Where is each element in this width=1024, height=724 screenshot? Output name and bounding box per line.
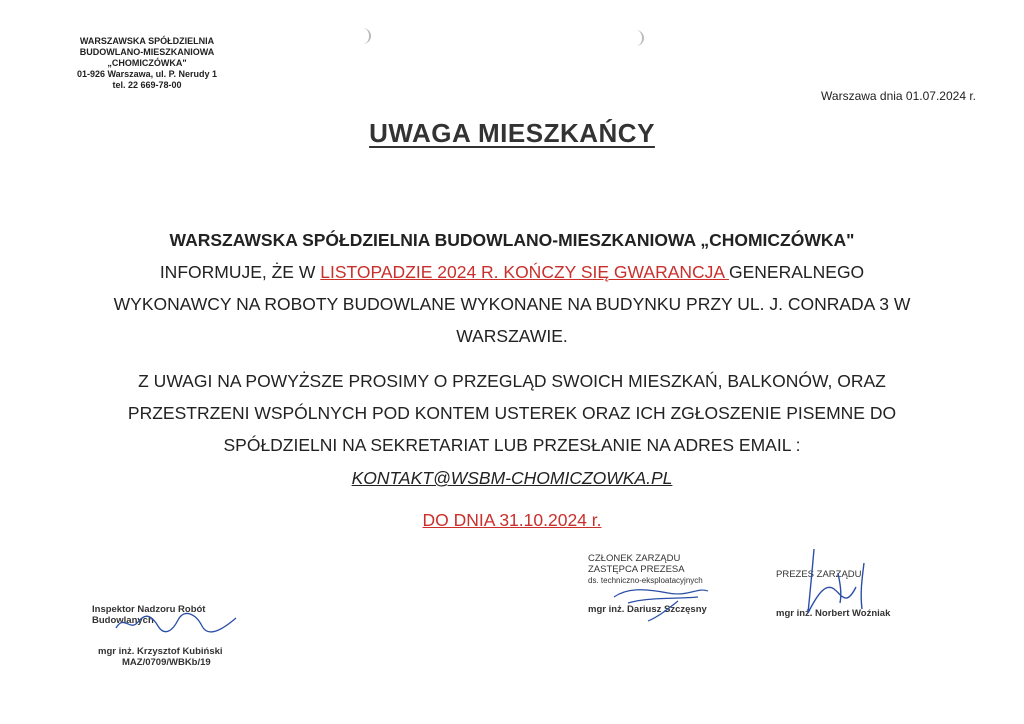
p1-intro: INFORMUJE, ŻE W [159,262,321,282]
stamp-line-5: tel. 22 669-78-00 [112,80,182,90]
document-date: Warszawa dnia 01.07.2024 r. [821,89,976,103]
president-signature-block [776,569,916,619]
president-name: mgr inż. Norbert Woźniak [776,608,891,619]
punch-hole-right [630,30,644,46]
inspector-license: MAZ/0709/WBKb/19 [122,657,211,668]
inspector-signature-block [92,604,262,668]
inspector-role: Inspektor Nadzoru Robót Budowlanych [92,604,206,626]
stamp-line-4: 01-926 Warszawa, ul. P. Nerudy 1 [76,69,218,79]
notice-paragraph-2 [60,365,964,461]
deputy-role-2: ZASTĘPCA PREZESA [588,564,685,575]
deputy-role-1: CZŁONEK ZARZĄDU [588,553,681,564]
stamp-line-1: WARSZAWSKA SPÓŁDZIELNIA [79,36,215,46]
p1-rest: GENERALNEGO WYKONAWCY NA ROBOTY BUDOWLANE WYKONANE NA BUDYNKU PRZY UL. J. CONRADA 3 W WARSZAWIE. [113,262,911,346]
warranty-end-highlight: LISTOPADZIE 2024 R. KOŃCZY SIĘ GWARANCJA [320,262,729,282]
contact-email-link[interactable]: KONTAKT@WSBM-CHOMICZOWKA.PL [351,468,673,488]
deputy-name: mgr inż. Dariusz Szczęsny [588,604,707,615]
notice-title: UWAGA MIESZKAŃCY [369,118,655,148]
stamp-line-3: „CHOMICZÓWKA" [107,58,187,68]
deputy-signature-block [588,553,738,615]
deputy-signature-scribble [608,583,718,623]
president-signature-scribble [786,543,886,621]
stamp-line-2: BUDOWLANO-MIESZKANIOWA [79,47,215,57]
inspector-name: mgr inż. Krzysztof Kubiński [98,646,223,657]
organization-stamp [62,36,232,91]
punch-hole-left [357,28,371,44]
inspector-signature-scribble [112,610,242,636]
organization-name: WARSZAWSKA SPÓŁDZIELNIA BUDOWLANO-MIESZKANIOWA „CHOMICZÓWKA" [169,230,855,250]
deputy-role-3: ds. techniczno-eksploatacyjnych [588,576,703,585]
inspection-request-text: Z UWAGI NA POWYŻSZE PROSIMY O PRZEGLĄD SWOICH MIESZKAŃ, BALKONÓW, ORAZ PRZESTRZENI WSPÓLNYCH POD KONTEM USTEREK ORAZ ICH ZGŁOSZENIE PISEMNE DO SPÓŁDZIELNI NA SEKRETARIAT LUB PRZESŁANIE NA ADRES EMAIL : [127,371,897,455]
deadline-text: DO DNIA 31.10.2024 r. [422,510,602,530]
president-role: PREZES ZARZĄDU [776,569,862,580]
notice-paragraph-1 [60,224,964,352]
